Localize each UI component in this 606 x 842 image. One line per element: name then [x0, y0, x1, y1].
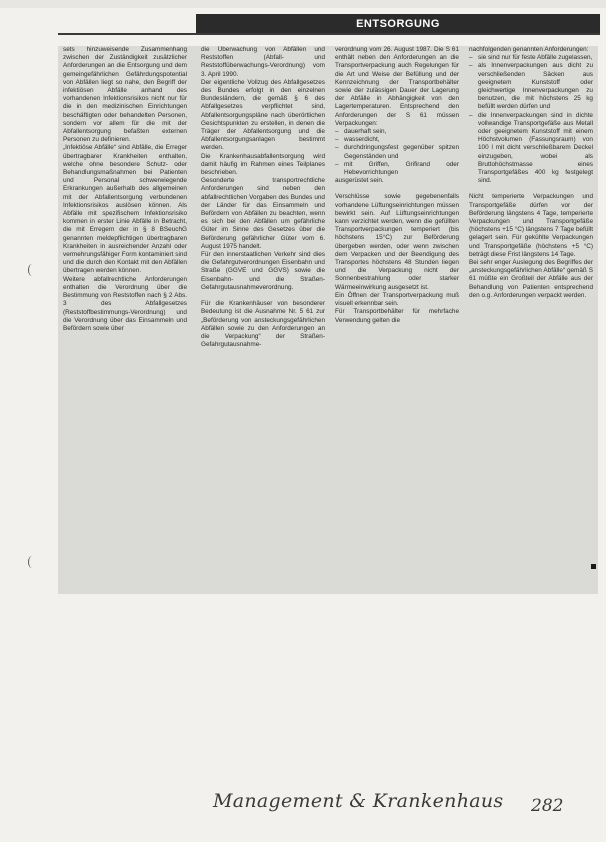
paragraph: die Überwachung von Abfällen und Reststoffen (Abfall- und Reststoffüberwachungs-Verordnung) vom 3. April 1990.	[201, 46, 325, 78]
paragraph: sets hinzuweisende Zusammenhang zwischen der Zuständigkeit zusätzlicher Anforderungen an die Entsorgung und dem gemeingefährlichen Gefährdungspotential von Abfällen liegt so nahe, den Begriff der infektiösen Abfälle anhand des vorhandenen Infektionsrisikos nicht nur für die in den medizinischen Einrichtungen beschäftigten oder behandelten Personen, sondern vor allem für die mit der Abfallentsorgung befaßten externen Personen zu definieren.	[63, 46, 187, 144]
paragraph: Die Krankenhausabfallentsorgung wird damit häufig im Rahmen eines Teilplanes beschrieben.	[201, 152, 325, 177]
section-header	[196, 14, 600, 33]
paragraph: Weitere abfallrechtliche Anforderungen enthalten die Verordnung über die Bestimmung von Reststoffen nach § 2 Abs. 3 des Abfallgesetzes (Reststoffbestimmungs-Verordnung) und die Verordnung über das Einsammeln und Befördern sowie über	[63, 275, 187, 332]
paragraph: Nicht temperierte Verpackungen und Transportgefäße dürfen vor der Beförderung längstens 4 Tage, temperierte Verpackungen und Transportgefäße (höchstens +15 °C) längstens 7 Tage befüllt gelagert sein. Für gekühlte Verpackungen und Transportgefäße (höchstens +5 °C) beträgt diese Frist längstens 14 Tage.	[469, 193, 593, 258]
paragraph: Verschlüsse sowie gegebenenfalls vorhandene Lüftungseinrichtungen müssen bewirkt sein. Auf Lüftungseinrichtungen kann verzichtet werden, wenn die gefüllten Transportverpackungen temperiert (bis höchstens 15°C) zur Beförderung übergeben werden, oder wenn zwischen dem Verpacken und der Beendigung des Transportes höchstens 48 Stunden liegen und die Verpackung nicht der Sonnenbestrahlung oder starker Wärmeeinwirkung ausgesetzt ist.	[335, 193, 459, 291]
paragraph: Gesonderte transportrechtliche Anforderungen sind neben den abfallrechtlichen Vorgaben des Bundes und der Länder für das Einsammeln und Befördern von Abfällen zu beachten, wenn es sich bei den Abfällen um gefährliche Güter im Sinne des Gesetzes über die Beförderung gefährlicher Güter vom 6. August 1975 handelt.	[201, 177, 325, 250]
paragraph: Ein Öffnen der Transportverpackung muß visuell erkennbar sein.	[335, 291, 459, 308]
list-item: – mit Griffen, Grifirand oder Hebevorrichtungen	[335, 161, 459, 177]
section-title: ENTSORGUNG	[356, 17, 440, 30]
paragraph: ausgerüstet sein.	[335, 177, 384, 185]
requirements-list	[469, 54, 593, 185]
punch-hole-mark	[28, 556, 36, 568]
header-rule	[58, 33, 600, 35]
paragraph: „Infektiöse Abfälle“ sind Abfälle, die Erreger übertragbarer Krankheiten enthalten, welche ohne besondere Schutz- oder Behandlungsmaßnahmen bei Patienten und Personal schwerwiegende Erkrankungen außerhalb des allgemeinen mit der Abfallentsorgung verbundenen Infektionsrisikos auslösen können. Als Abfälle mit spezifischem Infektionsrisiko kommen in erster Linie Abfälle in Betracht, die mit Erregern der in § 8 BSeuchG genannten meldepflichtigen übertragbaren Krankheiten in ausreichender Anzahl oder vermehrungsfähiger Form kontaminiert sind und die durch den Kontakt mit den Abfällen übertragen werden können.	[63, 144, 187, 275]
paragraph: Der eigentliche Vollzug des Abfallgesetzes des Bundes erfolgt in den einzelnen Bundesländern, die gemäß § 6 des Abfallgesetzes verpflichtet sind, Abfallentsorgungspläne nach überörtlichen Gesichtspunkten zu erstellen, in denen die Träger der Abfallentsorgung und die Abfallentsorgungsanlagen bestimmt werden.	[201, 78, 325, 152]
requirements-list	[335, 128, 459, 177]
paragraph: nachfolgenden genannten Anforderungen:	[469, 46, 589, 53]
text-column-3	[335, 46, 459, 325]
paragraph: Für den innerstaatlichen Verkehr sind dies die Gefahrgutverordnungen Eisenbahn und Straße (GGVE und GGVS) sowie die Eisenbahn- und die Straßen-Gefahrgutausnahmeverordnung.	[201, 251, 325, 291]
page-edge	[0, 0, 606, 8]
list-item: – dauerhaft sein,	[335, 128, 459, 136]
handwritten-page-number: 282	[531, 796, 564, 816]
list-item: – die Innenverpackungen sind in dichte vollwandige Transportgefäße aus Metall oder geeignetem Kunststoff mit einem Höchstvolumen (Fassungsraum) von 100 l mit dicht verschließbarem Deckel einzugeben, wobei als Bruttohöchstmasse eines Transportgefäßes 400 kg festgelegt sind.	[469, 112, 593, 186]
text-column-1	[63, 46, 187, 333]
text-column-2	[201, 46, 325, 349]
punch-hole-mark	[28, 264, 36, 276]
end-of-article-icon	[591, 564, 596, 569]
list-item: – durchdringungsfest gegenüber spitzen Gegenständen und	[335, 144, 459, 160]
paragraph: Bei sehr enger Auslegung des Begriffes der „ansteckungsgefährlichen Abfälle“ gemäß S 61 müßte ein Großteil der Abfälle aus der Behandlung von Patienten entsprechend den o.g. Anforderungen verpackt werden.	[469, 259, 593, 299]
paragraph: Für Transportbehälter für mehrfache Verwendung gelten die	[335, 308, 459, 324]
paragraph: verordnung vom 26. August 1987. Die S 61 enthält neben den Anforderungen an die Transportverpackung auch Regelungen für die Art und Weise der Befüllung und der Kennzeichnung der Transportbehälter sowie der zulässigen Dauer der Lagerung der Abfälle in Abhängigkeit von den Lagertemperaturen. Entsprechend den Anforderungen der S 61 müssen Verpackungen:	[335, 46, 459, 127]
list-item: – als Innenverpackungen aus dicht zu verschließenden Säcken aus geeignetem Kunststoff oder gleichwertige Innenverpackungen zu benutzen, die mit höchstens 25 kg befüllt werden dürfen und	[469, 62, 593, 111]
list-item: – wasserdicht,	[335, 136, 459, 144]
handwritten-note: Management & Krankenhaus	[213, 790, 504, 812]
text-column-4	[469, 46, 593, 300]
paragraph: Für die Krankenhäuser von besonderer Bedeutung ist die Ausnahme Nr. 5 61 zur „Beförderung von ansteckungsgefährlichen Abfällen sowie zu den Anforderungen an die Verpackung“ der Straßen-Gefahrgutausnahme-	[201, 300, 325, 349]
list-item: – sie sind nur für feste Abfälle zugelassen,	[469, 54, 593, 62]
